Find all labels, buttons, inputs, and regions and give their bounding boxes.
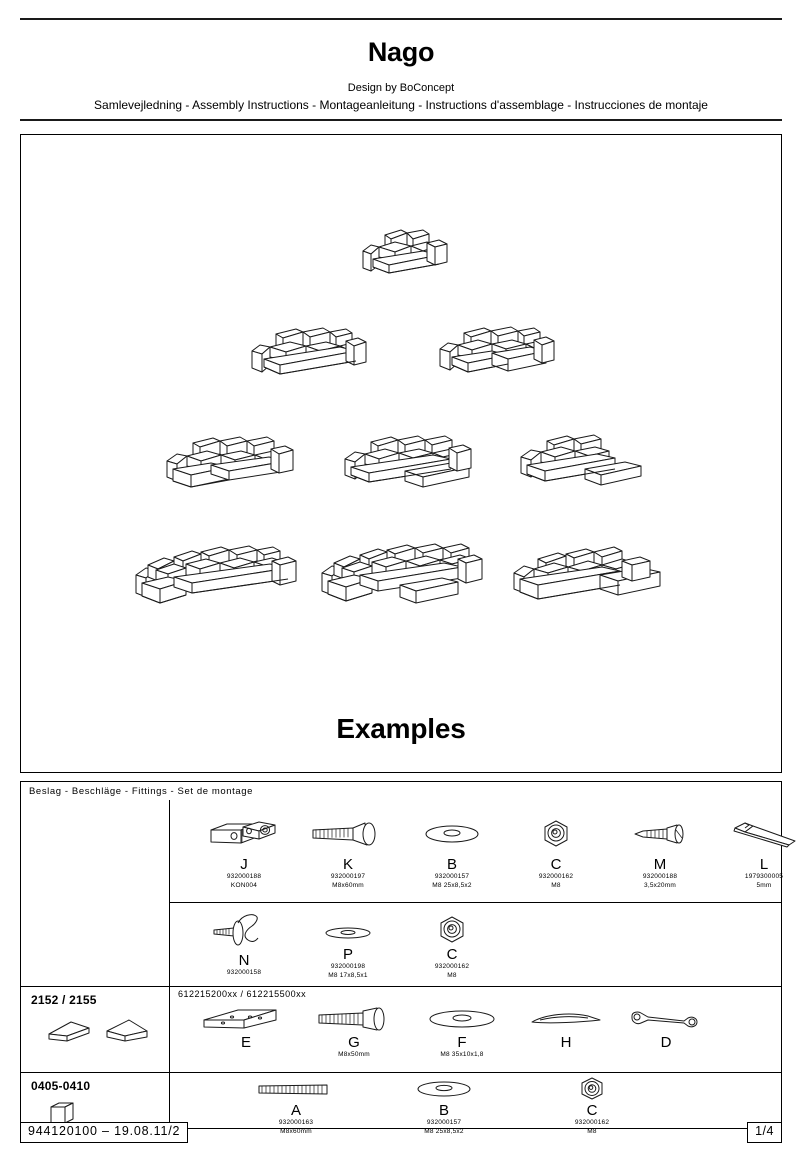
sofa-row-3 bbox=[21, 425, 781, 495]
fittings-row-2-model-cell bbox=[21, 902, 169, 986]
document-header bbox=[0, 18, 802, 121]
sofa-corner-left bbox=[124, 531, 302, 611]
fittings-row-1-parts-cell bbox=[169, 800, 784, 902]
part-h bbox=[516, 1004, 616, 1051]
sofa-three-seater bbox=[242, 319, 372, 385]
part-spec: M8x60mm bbox=[280, 1127, 312, 1135]
variant-code: 612215200xx / 612215500xx bbox=[178, 989, 307, 999]
part-letter: K bbox=[342, 856, 353, 873]
part-p bbox=[296, 920, 400, 980]
part-letter: C bbox=[586, 1102, 598, 1119]
page-number-badge: 1/4 bbox=[747, 1122, 782, 1143]
connector-plate-icon bbox=[192, 1004, 300, 1034]
model-code: 0405-0410 bbox=[31, 1079, 91, 1093]
part-b-row4 bbox=[392, 1076, 496, 1136]
page-title: Nago bbox=[367, 37, 435, 67]
model-thumbnails bbox=[31, 1017, 169, 1043]
part-n bbox=[192, 908, 296, 978]
part-spec: 3,5x20mm bbox=[644, 881, 676, 889]
part-spec: M8 bbox=[587, 1127, 597, 1135]
part-number: 932000157 bbox=[434, 872, 470, 880]
sofa-row-2 bbox=[21, 319, 781, 385]
part-spec: KON004 bbox=[230, 881, 258, 889]
part-number: 932000162 bbox=[574, 1118, 610, 1126]
shim-icon bbox=[516, 1004, 616, 1034]
part-number: 932000188 bbox=[226, 872, 262, 880]
fittings-row-2 bbox=[21, 902, 781, 986]
washer-icon bbox=[400, 812, 504, 856]
sofa-with-resting-unit bbox=[430, 319, 560, 385]
sofa-u-shaped bbox=[312, 531, 490, 611]
fittings-row-3-model-cell bbox=[21, 986, 169, 1072]
part-letter: C bbox=[446, 946, 458, 963]
part-number: 932000158 bbox=[226, 968, 262, 976]
part-letter: P bbox=[342, 946, 353, 963]
part-c-row2 bbox=[400, 914, 504, 980]
countersunk-bolt-icon bbox=[296, 812, 400, 856]
part-spec: M8 bbox=[447, 971, 457, 979]
part-spec: 5mm bbox=[756, 881, 772, 889]
allen-key-icon bbox=[712, 812, 802, 856]
washer-icon bbox=[392, 1076, 496, 1102]
sofa-chaise-right bbox=[511, 425, 651, 495]
part-number: 1979300005 bbox=[744, 872, 784, 880]
sofa-row-1 bbox=[21, 221, 781, 283]
sofa-chaise-center bbox=[331, 425, 483, 495]
part-number: 932000157 bbox=[426, 1118, 462, 1126]
part-j bbox=[192, 812, 296, 890]
part-number: 932000188 bbox=[642, 872, 678, 880]
fittings-row-2-parts-cell bbox=[169, 902, 781, 986]
part-spec: M8 25x8,5x2 bbox=[424, 1127, 464, 1135]
sofa-corner-right bbox=[500, 531, 678, 611]
part-letter: J bbox=[240, 856, 248, 873]
part-letter: A bbox=[290, 1102, 301, 1119]
fittings-row-4-model-cell bbox=[21, 1072, 169, 1128]
spanner-icon bbox=[616, 1004, 716, 1034]
part-g bbox=[300, 1004, 408, 1060]
header-rule-bottom bbox=[20, 119, 782, 121]
sofa-configuration-grid bbox=[21, 135, 781, 611]
part-spec: M8 17x8,5x1 bbox=[328, 971, 368, 979]
nut-icon bbox=[504, 812, 608, 856]
part-e bbox=[192, 1004, 300, 1051]
wedge-icon bbox=[103, 1017, 153, 1043]
part-letter: G bbox=[348, 1034, 360, 1051]
part-letter: L bbox=[759, 856, 769, 873]
part-spec: M8 25x8,5x2 bbox=[432, 881, 472, 889]
part-letter: B bbox=[438, 1102, 449, 1119]
fittings-row-3 bbox=[21, 986, 781, 1072]
fittings-row-1-model-cell bbox=[21, 800, 169, 902]
nut-icon bbox=[400, 914, 504, 946]
designer-credit: Design by BoConcept bbox=[347, 81, 455, 94]
sofa-chaise-left bbox=[151, 425, 303, 495]
part-letter: D bbox=[660, 1034, 672, 1051]
part-spec: M8 bbox=[551, 881, 561, 889]
part-letter: B bbox=[446, 856, 457, 873]
large-washer-icon bbox=[408, 1004, 516, 1034]
examples-heading: Examples bbox=[336, 713, 466, 744]
part-spec: M8x60mm bbox=[332, 881, 364, 889]
fittings-row-1 bbox=[21, 800, 784, 902]
examples-panel bbox=[20, 134, 782, 773]
part-number: 932000163 bbox=[278, 1118, 314, 1126]
part-c-row4 bbox=[540, 1076, 644, 1136]
thin-washer-icon bbox=[296, 920, 400, 946]
part-number: 932000162 bbox=[538, 872, 574, 880]
part-c bbox=[504, 812, 608, 890]
header-rule-top bbox=[20, 18, 782, 20]
part-d bbox=[616, 1004, 716, 1051]
part-number: 932000162 bbox=[434, 962, 470, 970]
part-spec: M8 35x10x1,8 bbox=[440, 1050, 484, 1058]
fittings-table-title: Beslag - Beschläge - Fittings - Set de montage bbox=[29, 786, 254, 797]
part-m bbox=[608, 812, 712, 890]
sofa-two-seater bbox=[349, 221, 453, 283]
part-letter: F bbox=[457, 1034, 467, 1051]
part-number: 932000197 bbox=[330, 872, 366, 880]
part-k bbox=[296, 812, 400, 890]
part-letter: H bbox=[560, 1034, 572, 1051]
hex-bolt-icon bbox=[300, 1004, 408, 1034]
part-l bbox=[712, 812, 802, 890]
nut-icon bbox=[540, 1076, 644, 1102]
screw-icon bbox=[608, 812, 712, 856]
language-subtitle: Samlevejledning - Assembly Instructions - Montageanleitung - Instructions d'assemblage - Instrucciones de montaje bbox=[94, 98, 708, 113]
document-code-badge: 944120100 – 19.08.11/2 bbox=[20, 1122, 188, 1143]
part-spec: M8x50mm bbox=[338, 1050, 370, 1058]
part-letter: M bbox=[653, 856, 667, 873]
bracket-icon bbox=[192, 812, 296, 856]
threaded-rod-icon bbox=[244, 1076, 348, 1102]
part-f bbox=[408, 1004, 516, 1060]
hook-bolt-icon bbox=[192, 908, 296, 952]
part-number: 932000198 bbox=[330, 962, 366, 970]
part-b bbox=[400, 812, 504, 890]
sofa-row-4 bbox=[21, 531, 781, 611]
model-code: 2152 / 2155 bbox=[31, 993, 97, 1007]
part-letter: N bbox=[238, 952, 250, 969]
part-letter: C bbox=[550, 856, 562, 873]
wedge-icon bbox=[45, 1017, 95, 1043]
part-letter: E bbox=[240, 1034, 251, 1051]
part-a bbox=[244, 1076, 348, 1136]
fittings-row-3-parts-cell bbox=[169, 986, 781, 1072]
